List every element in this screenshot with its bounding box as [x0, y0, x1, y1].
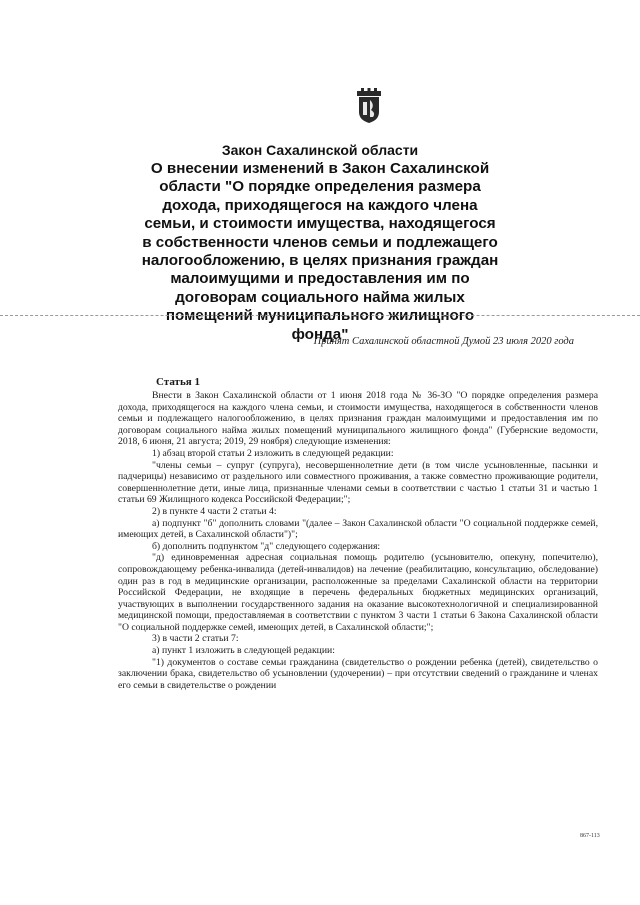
law-title-block	[140, 142, 500, 344]
scan-divider-line	[0, 315, 640, 316]
sakhalin-coat-of-arms-icon	[356, 88, 382, 124]
article-paragraph: "1) документов о составе семьи гражданина (свидетельство о рождении ребенка (детей), свидетельство о заключении брака, свидетельство об усыновлении (удочерении) – при отсутствии сведений о гражданине и членах его семьи в свидетельстве о рождении	[118, 656, 598, 691]
article-paragraph: 3) в части 2 статьи 7:	[152, 633, 239, 645]
article-paragraph: а) подпункт "б" дополнить словами "(далее – Закон Сахалинской области "О социальной поддержке семей, имеющих детей, в Сахалинской области")";	[118, 517, 598, 541]
article-paragraph: б) дополнить подпунктом "д" следующего содержания:	[152, 540, 381, 552]
document-code: 867-113	[580, 833, 600, 839]
article-heading: Статья 1	[156, 376, 200, 388]
adoption-note: Принят Сахалинской областной Думой 23 июля 2020 года	[313, 336, 574, 347]
article-paragraph: Внести в Закон Сахалинской области от 1 июня 2018 года № 36-ЗО "О порядке определения размера дохода, приходящегося на каждого члена семьи, и стоимости имущества, находящегося в собственности членов семьи и подлежащего налогообложению, в целях признания граждан малоимущими и предоставления им по договорам социального найма жилых помещений муниципального жилищного фонда" (Губернские ведомости, 2018, 6 июня, 21 августа; 2019, 29 ноября) следующие изменения:	[118, 390, 598, 448]
article-paragraph: "д) единовременная адресная социальная помощь родителю (усыновителю, опекуну, попечителю), сопровождающему ребенка-инвалида (детей-инвалидов) на лечение (реабилитацию, консультацию, обследование) один раз в год в медицинские организации, расположенные за пределами Сахалинской области на территории Российской Федерации, не входящие в перечень федеральных бюджетных медицинских организаций, участвующих в выполнении государственного задания на оказание высокотехнологичной и специализированной медицинской помощи, предоставляемая в соответствии с пунктом 3 части 1 статьи 6 Закона Сахалинской области "О социальной поддержке семей, имеющих детей, в Сахалинской области;";	[118, 552, 598, 633]
article-paragraph: 1) абзац второй статьи 2 изложить в следующей редакции:	[152, 447, 394, 459]
law-title: О внесении изменений в Закон Сахалинской области "О порядке определения размера дохода, приходящегося на каждого члена семьи, и стоимости имущества, находящегося в собственности членов семьи и подлежащего налогообложению, в целях признания граждан малоимущими и предоставления им по договорам социального найма жилых помещений муниципального жилищного фонда"	[141, 160, 499, 343]
article-paragraph: а) пункт 1 изложить в следующей редакции:	[152, 645, 335, 657]
law-region-title: Закон Сахалинской области	[221, 142, 419, 158]
article-paragraph: 2) в пункте 4 части 2 статьи 4:	[152, 505, 277, 517]
article-body	[118, 390, 598, 691]
article-paragraph: "члены семьи – супруг (супруга), несовершеннолетние дети (в том числе усыновленные, пасынки и падчерицы) независимо от раздельного или совместного проживания, а также совместно проживающие родители, совершеннолетние дети, иные лица, признанные членами семьи в соответствии с частью 1 статьи 31 и частью 1 статьи 69 Жилищного кодекса Российской Федерации;";	[118, 459, 598, 506]
